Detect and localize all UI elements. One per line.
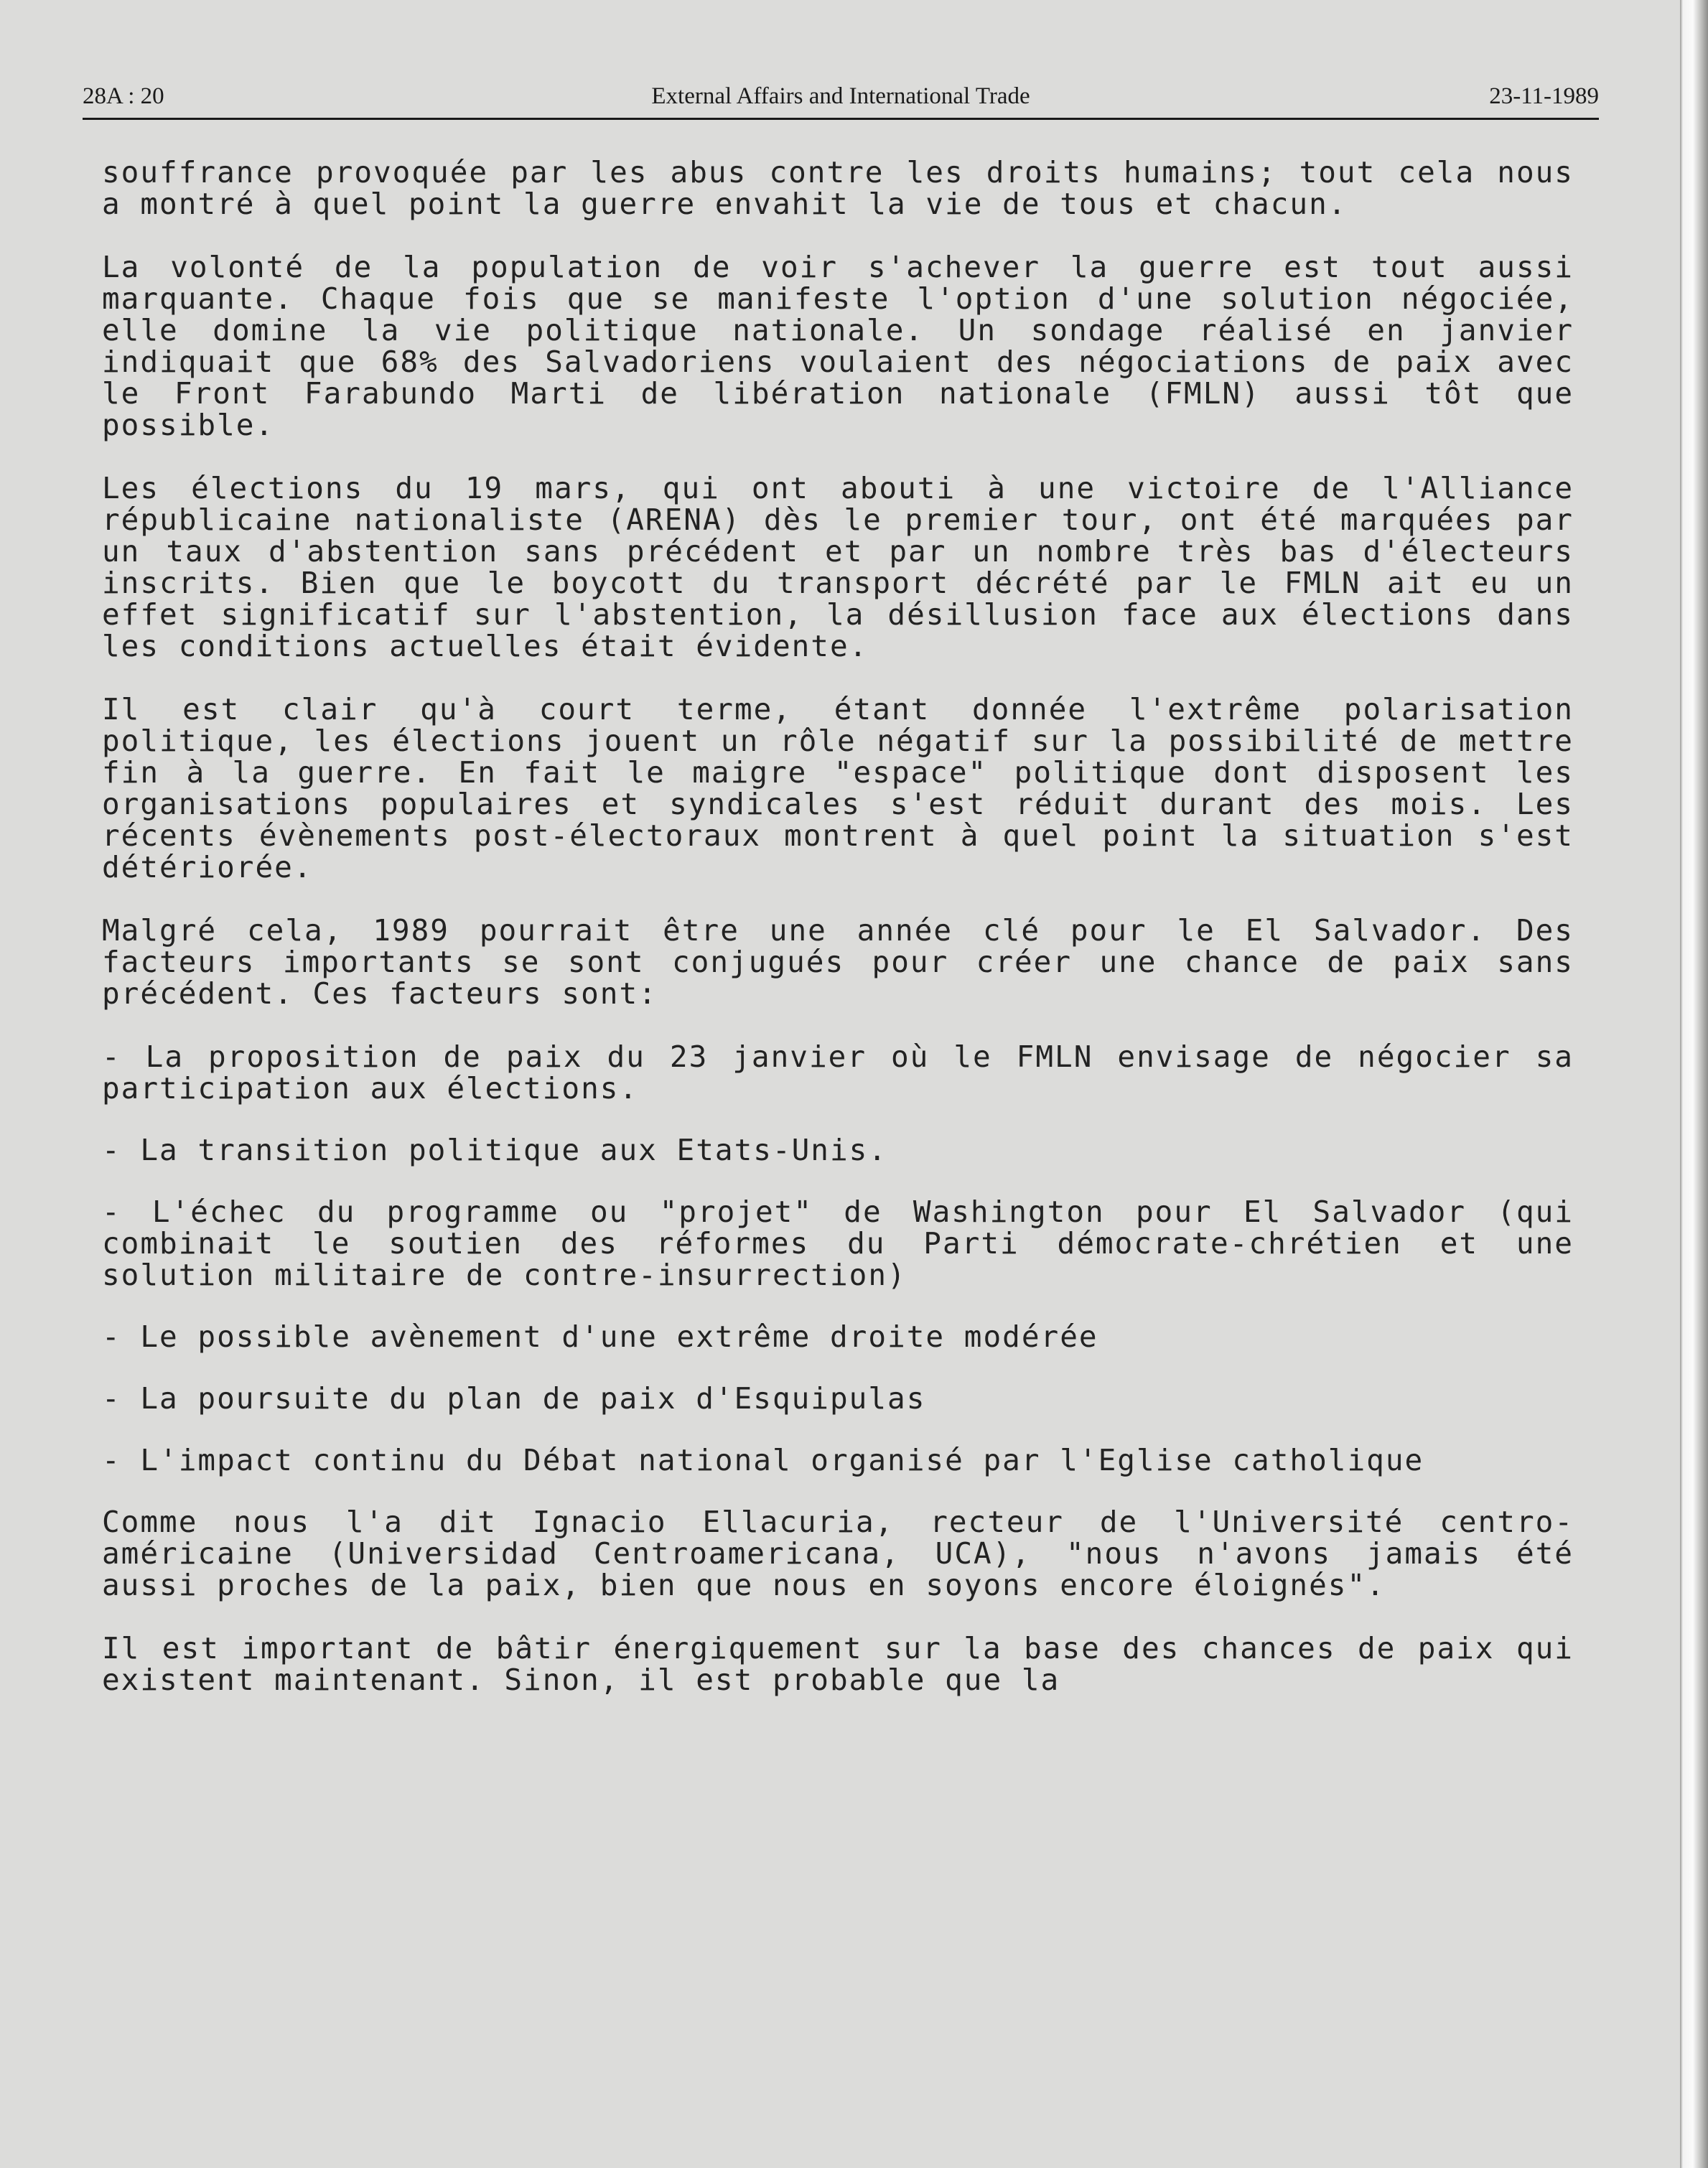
paragraph: Malgré cela, 1989 pourrait être une année clé pour le El Salvador. Des facteurs importants se sont conjugués pour créer une chance de paix sans précédent. Ces facteurs sont: bbox=[102, 913, 1574, 1011]
bullet-item: - L'impact continu du Débat national organisé par l'Eglise catholique bbox=[102, 1443, 1424, 1477]
page-edge bbox=[1680, 0, 1708, 2168]
page-header bbox=[83, 80, 1599, 120]
bullet-item: - La proposition de paix du 23 janvier où le FMLN envisage de négocier sa participation aux élections. bbox=[102, 1039, 1574, 1106]
bullet-item: - La transition politique aux Etats-Unis. bbox=[102, 1133, 888, 1167]
header-title: External Affairs and International Trade bbox=[651, 83, 1030, 109]
page-reference: 28A : 20 bbox=[83, 83, 164, 109]
paragraph: Les élections du 19 mars, qui ont abouti à une victoire de l'Alliance républicaine nationaliste (ARENA) dès le premier tour, ont été marquées par un taux d'abstention sans précédent et par un nombre très bas d'électeurs inscrits. Bien que le boycott du transport décrété par le FMLN ait eu un effet significatif sur l'abstention, la désillusion face aux élections dans les conditions actuelles était évidente. bbox=[102, 471, 1574, 663]
bullet-item: - La poursuite du plan de paix d'Esquipulas bbox=[102, 1381, 926, 1416]
paragraph: La volonté de la population de voir s'achever la guerre est tout aussi marquante. Chaque fois que se manifeste l'option d'une solution négociée, elle domine la vie politique nationale. Un sondage réalisé en janvier indiquait que 68% des Salvadoriens voulaient des négociations de paix avec le Front Farabundo Marti de libération nationale (FMLN) aussi tôt que possible. bbox=[102, 250, 1574, 442]
document-body bbox=[102, 156, 1574, 1727]
paragraph: Comme nous l'a dit Ignacio Ellacuria, recteur de l'Université centro-américaine (Universidad Centroamericana, UCA), "nous n'avons jamais été aussi proches de la paix, bien que nous en soyons encore éloignés". bbox=[102, 1505, 1574, 1602]
bullet-item: - L'échec du programme ou "projet" de Washington pour El Salvador (qui combinait le soutien des réformes du Parti démocrate-chrétien et une solution militaire de contre-insurrection) bbox=[102, 1195, 1574, 1292]
paragraph: Il est important de bâtir énergiquement sur la base des chances de paix qui existent maintenant. Sinon, il est probable que la bbox=[102, 1631, 1574, 1697]
bullet-item: - Le possible avènement d'une extrême droite modérée bbox=[102, 1319, 1098, 1354]
header-date: 23-11-1989 bbox=[1489, 83, 1599, 109]
paragraph: souffrance provoquée par les abus contre les droits humains; tout cela nous a montré à quel point la guerre envahit la vie de tous et chacun. bbox=[102, 155, 1574, 221]
paragraph: Il est clair qu'à court terme, étant donnée l'extrême polarisation politique, les élections jouent un rôle négatif sur la possibilité de mettre fin à la guerre. En fait le maigre "espace" politique dont disposent les organisations populaires et syndicales s'est réduit durant des mois. Les récents évènements post-électoraux montrent à quel point la situation s'est détériorée. bbox=[102, 692, 1574, 884]
